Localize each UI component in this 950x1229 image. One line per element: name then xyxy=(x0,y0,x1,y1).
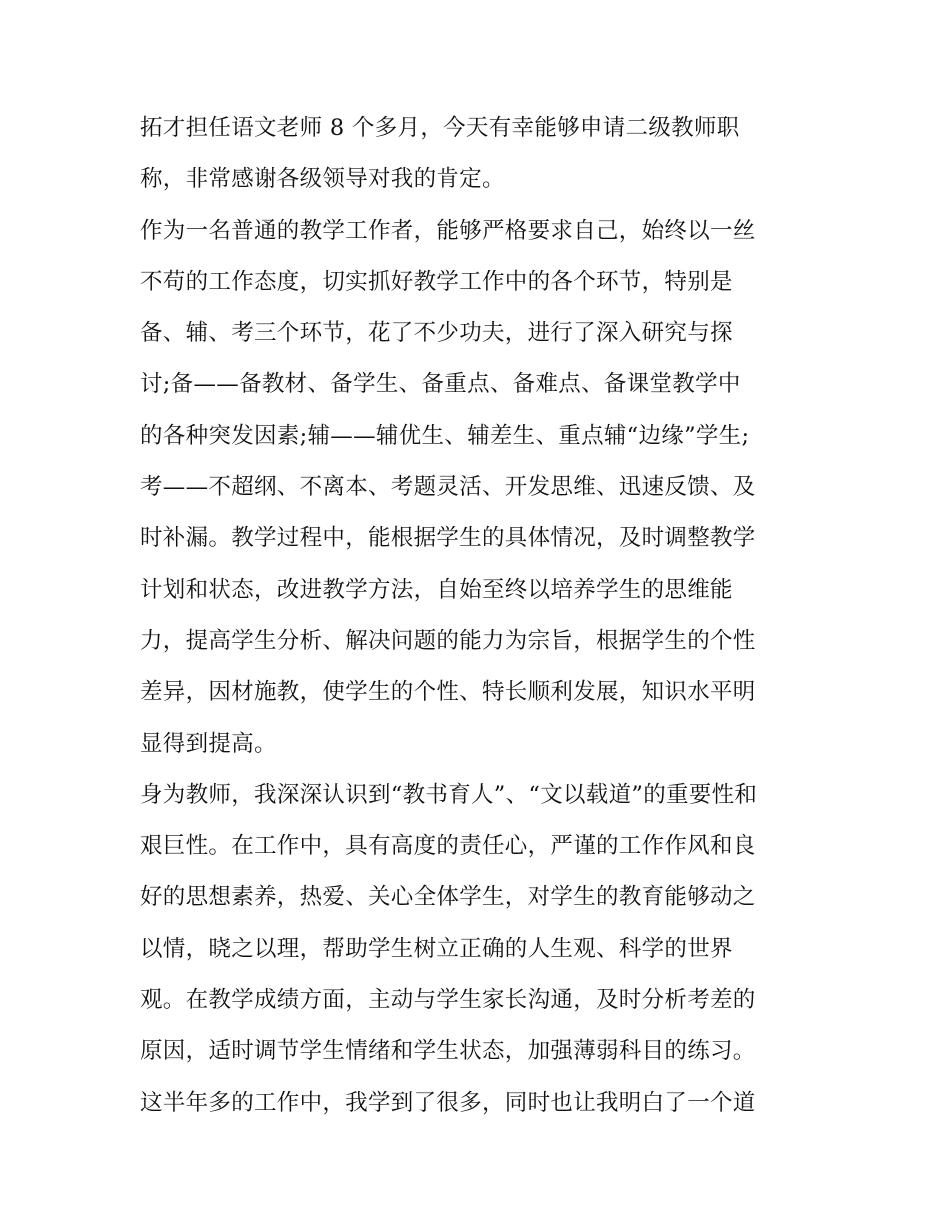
text-line: 备、辅、考三个环节，花了不少功夫，进行了深入研究与探 xyxy=(140,320,733,347)
text-line: 讨;备——备教材、备学生、备重点、备难点、备课堂教学中 xyxy=(140,371,741,398)
text-line: 这半年多的工作中，我学到了很多，同时也让我明白了一个道 xyxy=(140,1089,756,1116)
text-line: 作为一名普通的教学工作者，能够严格要求自己，始终以一丝 xyxy=(140,217,756,244)
text-line: 时补漏。教学过程中，能根据学生的具体情况，及时调整教学 xyxy=(140,525,756,552)
text-line: 原因，适时调节学生情绪和学生状态，加强薄弱科目的练习。 xyxy=(140,1038,756,1065)
text-line: 身为教师，我深深认识到“教书育人”、“文以载道”的重要性和 xyxy=(140,781,758,808)
text-line: 不苟的工作态度，切实抓好教学工作中的各个环节，特别是 xyxy=(140,268,733,295)
text-line: 力，提高学生分析、解决问题的能力为宗旨，根据学生的个性 xyxy=(140,627,756,654)
text-line: 拓才担任语文老师 8 个多月，今天有幸能够申请二级教师职 xyxy=(140,115,740,141)
text-line: 观。在教学成绩方面，主动与学生家长沟通，及时分析考差的 xyxy=(140,987,756,1014)
text-line: 的各种突发因素;辅——辅优生、辅差生、重点辅“边缘”学生; xyxy=(140,422,750,449)
body-text xyxy=(140,103,820,1129)
text-line: 称，非常感谢各级领导对我的肯定。 xyxy=(140,166,505,193)
text-line: 差异，因材施教，使学生的个性、特长顺利发展，知识水平明 xyxy=(140,679,756,706)
text-line: 艰巨性。在工作中，具有高度的责任心，严谨的工作作风和良 xyxy=(140,833,756,860)
text-line: 以情，晓之以理，帮助学生树立正确的人生观、科学的世界 xyxy=(140,935,733,962)
text-line: 显得到提高。 xyxy=(140,730,277,757)
text-line: 好的思想素养，热爱、关心全体学生，对学生的教育能够动之 xyxy=(140,884,756,911)
text-line: 计划和状态，改进教学方法，自始至终以培养学生的思维能 xyxy=(140,576,733,603)
text-line: 考——不超纲、不离本、考题灵活、开发思维、迅速反馈、及 xyxy=(140,474,756,501)
